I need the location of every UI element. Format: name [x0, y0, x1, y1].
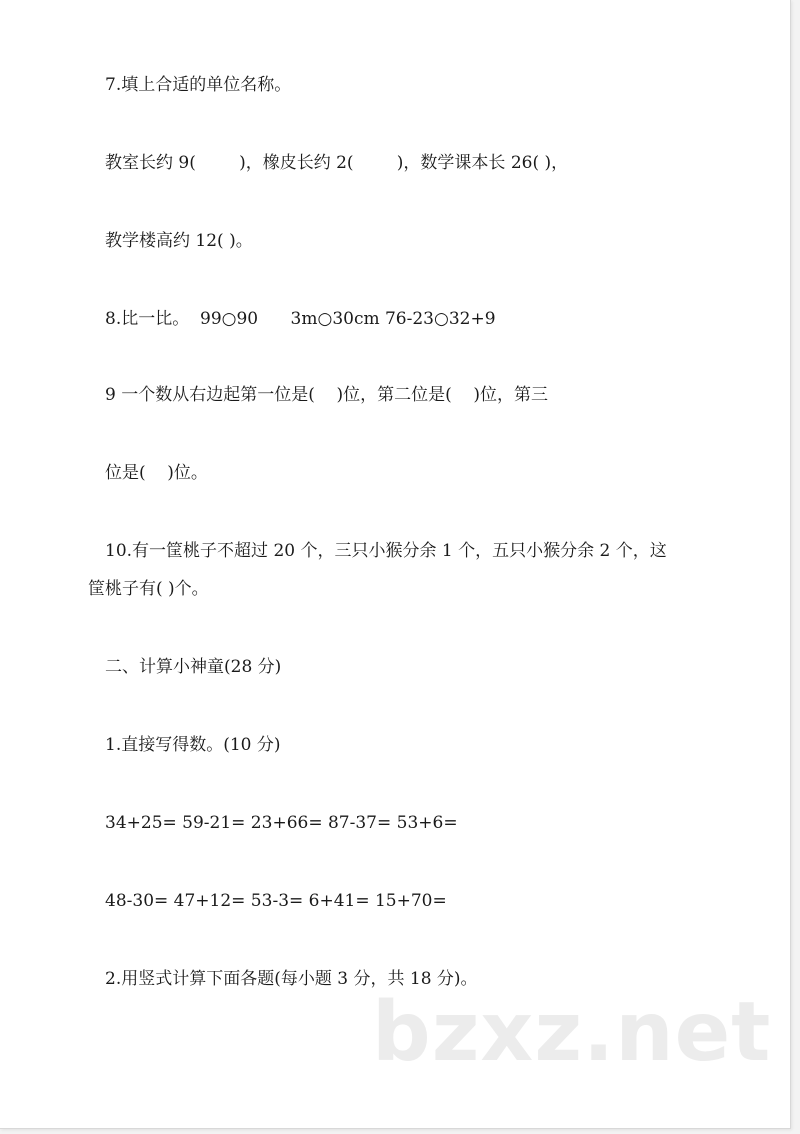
question-10-line-2: 筐桃子有( )个。 — [88, 579, 209, 599]
question-9-line-1: 9 一个数从右边起第一位是( )位，第二位是( )位，第三 — [105, 385, 548, 405]
question-7-title: 7.填上合适的单位名称。 — [105, 75, 292, 95]
arithmetic-row-2: 48-30= 47+12= 53-3= 6+41= 15+70= — [105, 891, 447, 911]
question-8: 8.比一比。 99○90 3m○30cm 76-23○32+9 — [105, 309, 496, 329]
subsection-1-title: 1.直接写得数。(10 分) — [105, 735, 281, 755]
question-10-line-1: 10.有一筐桃子不超过 20 个，三只小猴分余 1 个，五只小猴分余 2 个，这 — [105, 541, 667, 561]
section-2-heading: 二、计算小神童(28 分) — [105, 657, 282, 677]
watermark-text: bzxz.net — [372, 985, 772, 1080]
question-7-line-2: 教学楼高约 12( )。 — [105, 231, 253, 251]
question-7-line-1: 教室长约 9( )，橡皮长约 2( )，数学课本长 26( )， — [105, 153, 569, 173]
subsection-2-title: 2.用竖式计算下面各题(每小题 3 分，共 18 分)。 — [105, 969, 478, 989]
question-9-line-2: 位是( )位。 — [105, 463, 208, 483]
arithmetic-row-1: 34+25= 59-21= 23+66= 87-37= 53+6= — [105, 813, 458, 833]
